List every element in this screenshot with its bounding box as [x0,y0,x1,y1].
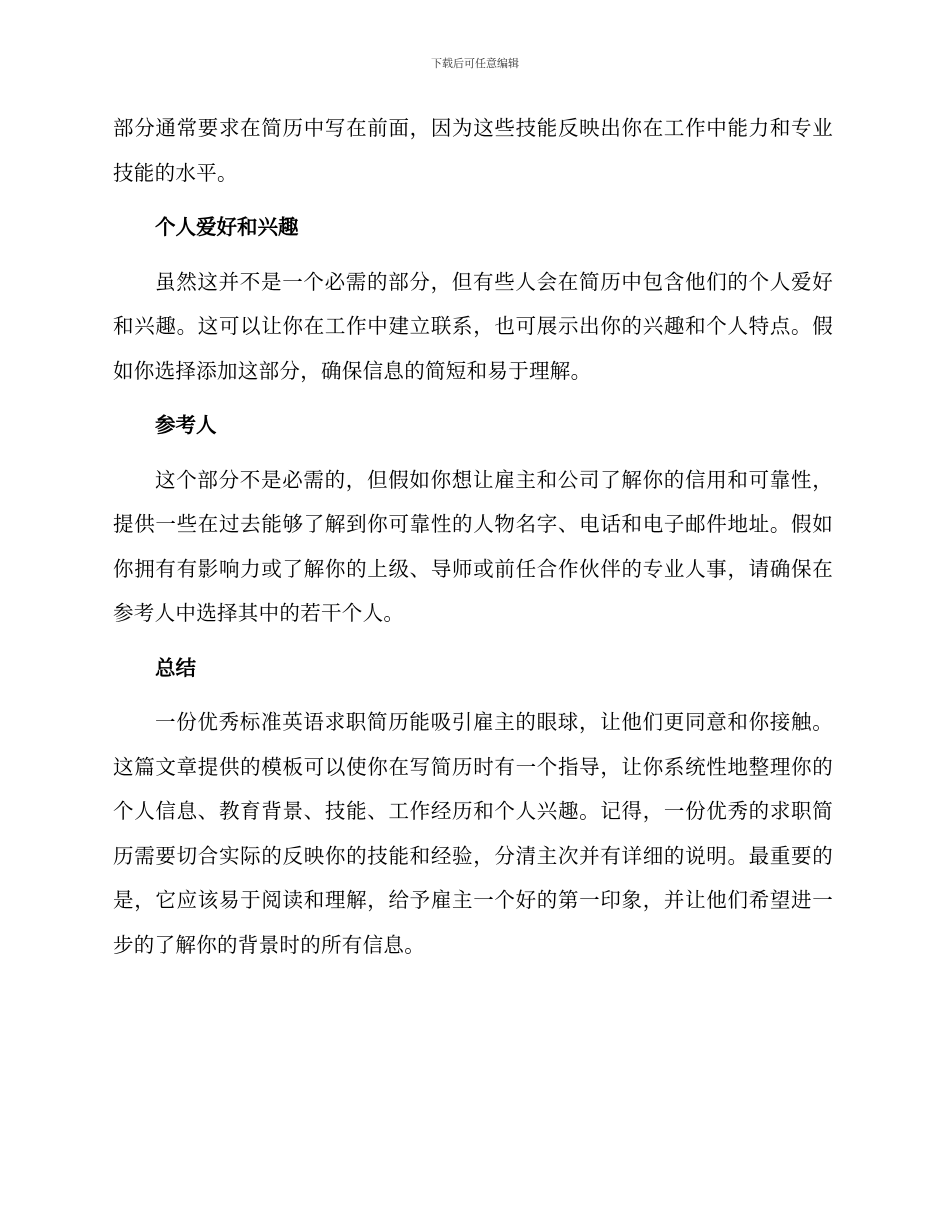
paragraph-hobbies: 虽然这并不是一个必需的部分，但有些人会在简历中包含他们的个人爱好和兴趣。这可以让你在工作中建立联系，也可展示出你的兴趣和个人特点。假如你选择添加这部分，确保信息的简短和易于理解。 [113,269,833,383]
paragraph-summary: 一份优秀标准英语求职简历能吸引雇主的眼球，让他们更同意和你接触。这篇文章提供的模板可以使你在写简历时有一个指导，让你系统性地整理你的个人信息、教育背景、技能、工作经历和个人兴趣。记得，一份优秀的求职简历需要切合实际的反映你的技能和经验，分清主次并有详细的说明。最重要的是，它应该易于阅读和理解，给予雇主一个好的第一印象，并让他们希望进一步的了解你的背景时的所有信息。 [113,710,833,957]
document-body [113,106,833,967]
page-header-note: 下载后可任意编辑 [431,57,519,70]
heading-references: 参考人 [155,413,217,437]
paragraph-skills-continued: 部分通常要求在简历中写在前面，因为这些技能反映出你在工作中能力和专业技能的水平。 [113,116,833,185]
paragraph-references: 这个部分不是必需的，但假如你想让雇主和公司了解你的信用和可靠性，提供一些在过去能够了解到你可靠性的人物名字、电话和电子邮件地址。假如你拥有有影响力或了解你的上级、导师或前任合作伙伴的专业人事，请确保在参考人中选择其中的若干个人。 [113,467,833,625]
heading-summary: 总结 [155,655,196,680]
heading-hobbies: 个人爱好和兴趣 [155,215,299,239]
